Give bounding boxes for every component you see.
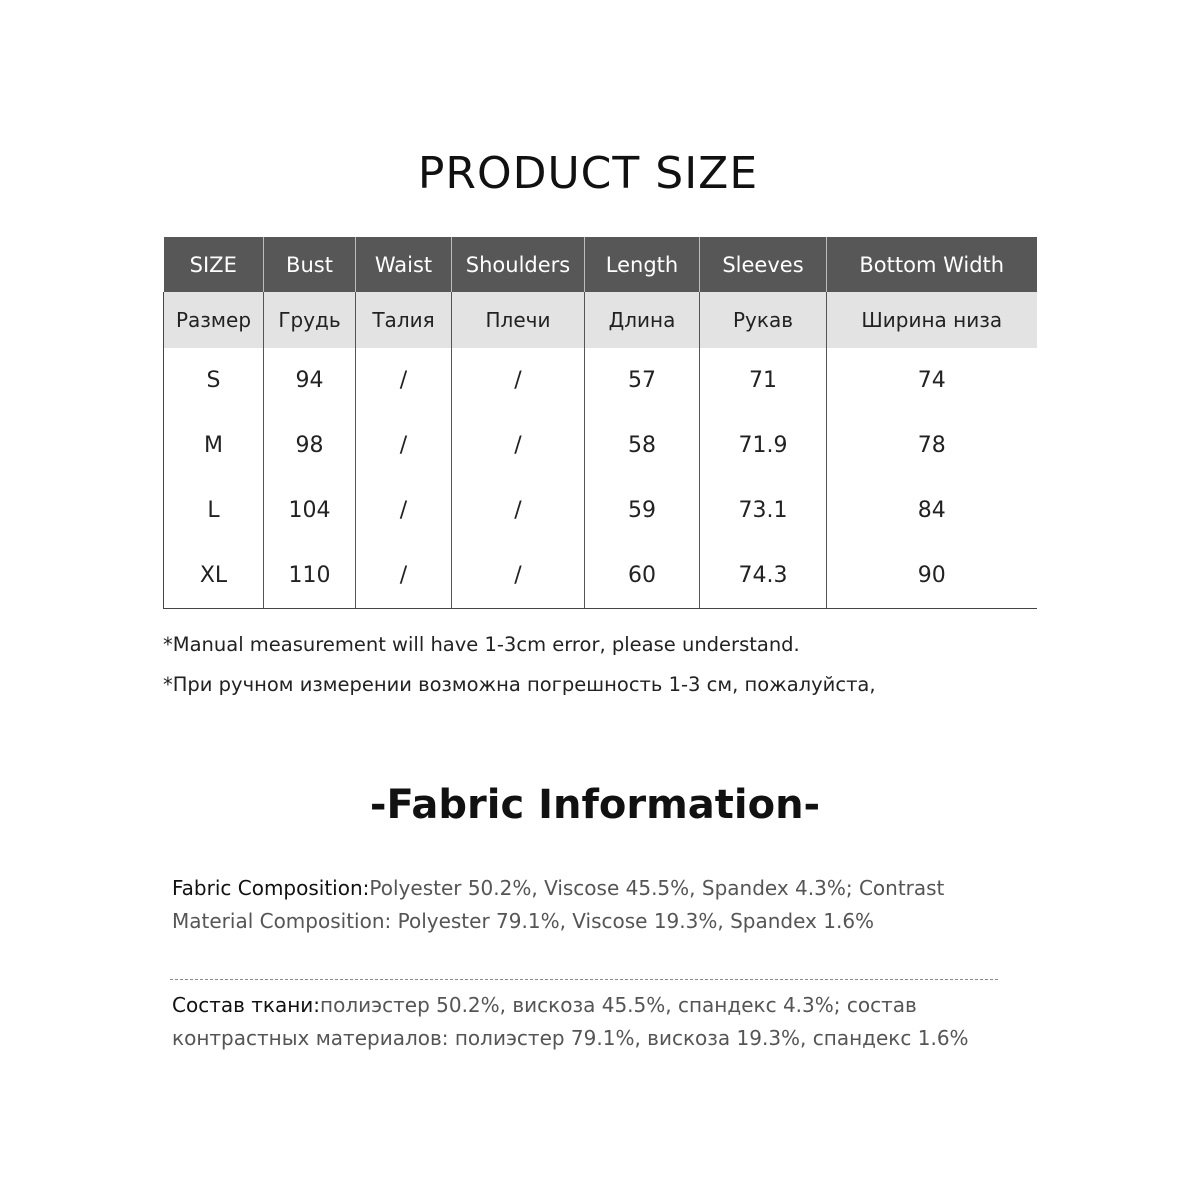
fabric-composition-text-ru: полиэстер 50.2%, вискоза 45.5%, спандекс 4.3%; состав контрастных материалов: полиэстер 79.1%, вискоза 19.3%, спандекс 1.6% xyxy=(172,993,969,1050)
header-shoulders: Shoulders xyxy=(452,237,585,292)
cell-sleeves: 71 xyxy=(700,348,827,413)
header-length-ru: Длина xyxy=(585,292,700,348)
cell-bottom-width: 90 xyxy=(827,543,1037,608)
cell-bust: 110 xyxy=(264,543,356,608)
cell-length: 59 xyxy=(585,478,700,543)
header-bust-ru: Грудь xyxy=(264,292,356,348)
cell-length: 60 xyxy=(585,543,700,608)
cell-length: 58 xyxy=(585,413,700,478)
table-row xyxy=(164,478,1037,543)
cell-sleeves: 74.3 xyxy=(700,543,827,608)
cell-shoulders: / xyxy=(452,413,585,478)
cell-length: 57 xyxy=(585,348,700,413)
page-title: PRODUCT SIZE xyxy=(417,148,759,199)
fabric-composition-en xyxy=(172,872,1002,937)
cell-shoulders: / xyxy=(452,543,585,608)
fabric-info-title: -Fabric Information- xyxy=(369,782,821,828)
fabric-composition-ru xyxy=(172,989,1002,1054)
cell-waist: / xyxy=(356,543,452,608)
cell-size: M xyxy=(164,413,264,478)
cell-waist: / xyxy=(356,478,452,543)
header-size-ru: Размер xyxy=(164,292,264,348)
cell-bust: 94 xyxy=(264,348,356,413)
header-sleeves: Sleeves xyxy=(700,237,827,292)
header-size: SIZE xyxy=(164,237,264,292)
fabric-composition-label: Fabric Composition: xyxy=(172,876,370,900)
table-row xyxy=(164,543,1037,608)
size-chart-table xyxy=(163,237,1037,609)
header-waist-ru: Талия xyxy=(356,292,452,348)
cell-sleeves: 73.1 xyxy=(700,478,827,543)
cell-bust: 104 xyxy=(264,478,356,543)
header-waist: Waist xyxy=(356,237,452,292)
cell-waist: / xyxy=(356,413,452,478)
cell-bottom-width: 78 xyxy=(827,413,1037,478)
cell-size: S xyxy=(164,348,264,413)
header-row-ru xyxy=(164,292,1037,348)
header-length: Length xyxy=(585,237,700,292)
cell-size: L xyxy=(164,478,264,543)
table-row xyxy=(164,348,1037,413)
cell-sleeves: 71.9 xyxy=(700,413,827,478)
cell-bottom-width: 84 xyxy=(827,478,1037,543)
header-sleeves-ru: Рукав xyxy=(700,292,827,348)
cell-waist: / xyxy=(356,348,452,413)
fabric-composition-text: Polyester 50.2%, Viscose 45.5%, Spandex 4.3%; Contrast Material Composition: Polyester 79.1%, Viscose 19.3%, Spandex 1.6% xyxy=(172,876,945,933)
header-bottom-width-ru: Ширина низа xyxy=(827,292,1037,348)
header-bottom-width: Bottom Width xyxy=(827,237,1037,292)
table-row xyxy=(164,413,1037,478)
cell-bottom-width: 74 xyxy=(827,348,1037,413)
dashed-divider xyxy=(170,979,998,980)
cell-shoulders: / xyxy=(452,478,585,543)
fabric-composition-label-ru: Состав ткани: xyxy=(172,993,321,1017)
cell-bust: 98 xyxy=(264,413,356,478)
header-shoulders-ru: Плечи xyxy=(452,292,585,348)
measurement-note-en: *Manual measurement will have 1-3cm error, please understand. xyxy=(163,633,800,656)
measurement-note-ru: *При ручном измерении возможна погрешность 1-3 см, пожалуйста, xyxy=(163,673,876,696)
header-row-en xyxy=(164,237,1037,292)
cell-shoulders: / xyxy=(452,348,585,413)
header-bust: Bust xyxy=(264,237,356,292)
cell-size: XL xyxy=(164,543,264,608)
